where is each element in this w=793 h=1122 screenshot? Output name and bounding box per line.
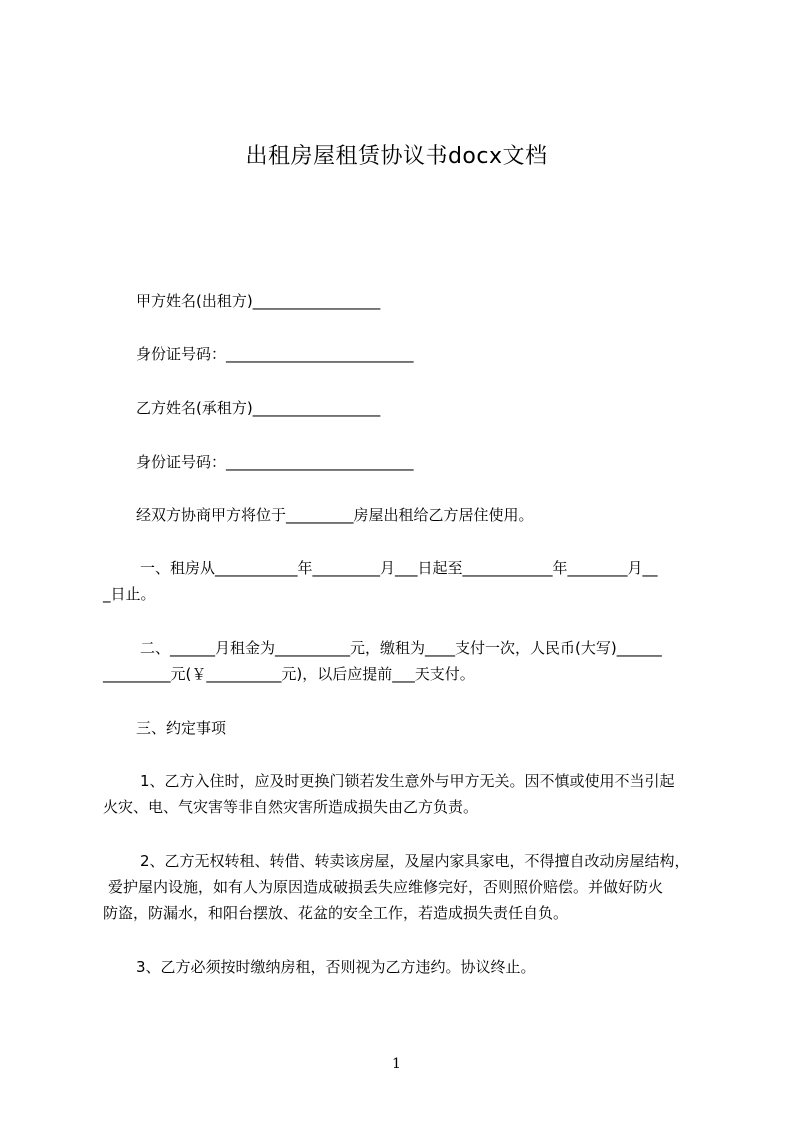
- clause-1-line-1: 一、租房从___________年_________月___日起至____________年________月__: [140, 559, 658, 577]
- clause-1-line-2: _日止。: [103, 585, 156, 603]
- party-a-name-line: 甲方姓名(出租方)_________________: [136, 292, 381, 310]
- term-1-line-2: 火灾、电、气灾害等非自然灾害所造成损失由乙方负责。: [103, 798, 479, 816]
- party-b-name-line: 乙方姓名(承租方)_________________: [136, 399, 381, 417]
- term-2-line-3: 防盗，防漏水，和阳台摆放、花盆的安全工作，若造成损失责任自负。: [103, 904, 569, 922]
- clause-2-line-2: _________元(￥__________元)，以后应提前___天支付。: [103, 665, 475, 683]
- term-2-line-2: 爱护屋内设施，如有人为原因造成破损丢失应维修完好，否则照价赔偿。并做好防火: [108, 878, 664, 896]
- term-1-line-1: 1、乙方入住时，应及时更换门锁若发生意外与甲方无关。因不慎或使用不当引起: [140, 772, 675, 790]
- party-a-id-line: 身份证号码：_________________________: [136, 345, 414, 363]
- party-b-id-line: 身份证号码：_________________________: [136, 453, 414, 471]
- premise-line: 经双方协商甲方将位于_________房屋出租给乙方居住使用。: [136, 506, 534, 524]
- clause-2-line-1: 二、______月租金为__________元，缴租为____支付一次，人民币(大写)______: [140, 639, 662, 657]
- section-3-heading: 三、约定事项: [136, 719, 227, 737]
- document-title: 出租房屋租赁协议书docx文档: [245, 144, 548, 169]
- term-2-line-1: 2、乙方无权转租、转借、转卖该房屋，及屋内家具家电，不得擅自改动房屋结构，: [140, 852, 690, 870]
- term-3-line-1: 3、乙方必须按时缴纳房租，否则视为乙方违约。协议终止。: [136, 958, 536, 976]
- page-number: 1: [392, 1056, 401, 1072]
